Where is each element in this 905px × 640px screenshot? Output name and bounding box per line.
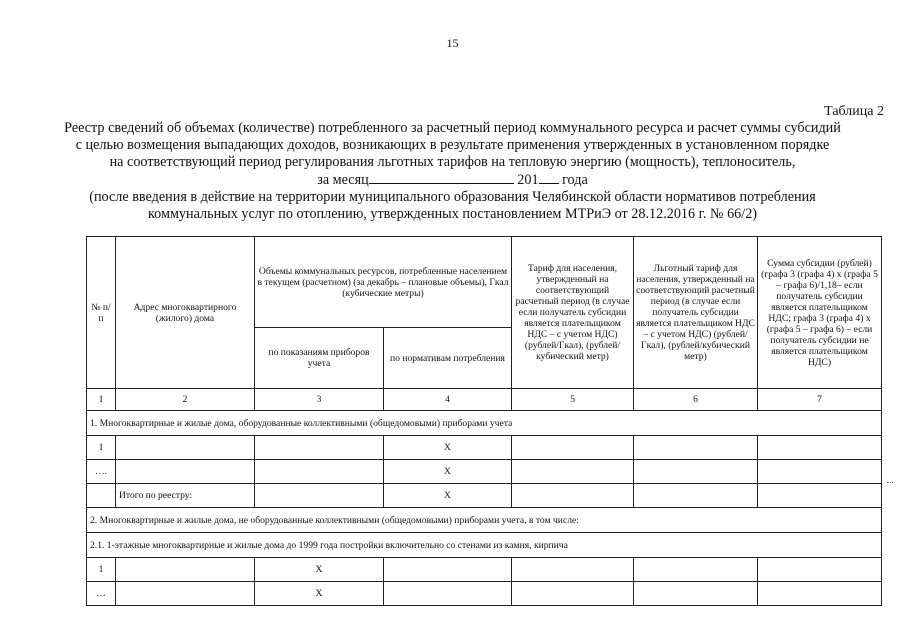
- header-by-meters: по показаниям приборов учета: [255, 328, 384, 389]
- row-subsidy: [758, 436, 882, 460]
- table-row: [87, 460, 882, 484]
- header-tariff: Тариф для населения, утвержденный на соответствующий расчетный период (в случае если получатель субсидии является плательщиком НДС – с учетом НДС) (рублей/Гкал), (рублей/кубический метр): [512, 237, 634, 389]
- column-number: 7: [758, 389, 882, 411]
- row-by-meters: [255, 484, 384, 508]
- row-by-meters: X: [255, 558, 384, 582]
- row-num: …: [87, 582, 116, 606]
- year-blank: [539, 171, 559, 184]
- row-address: [116, 582, 255, 606]
- row-num: [87, 484, 116, 508]
- row-by-norms: X: [384, 436, 512, 460]
- column-number: 1: [87, 389, 116, 411]
- column-number: 4: [384, 389, 512, 411]
- row-address: [116, 436, 255, 460]
- table-row: [87, 436, 882, 460]
- section-2-1-title: 2.1. 1-этажные многоквартирные и жилые дома до 1999 года постройки включительно со стенами из камня, кирпича: [87, 533, 882, 558]
- row-address: [116, 460, 255, 484]
- row-num: 1: [87, 558, 116, 582]
- page-number: 15: [446, 36, 459, 50]
- row-by-norms: [384, 558, 512, 582]
- row-by-meters: X: [255, 582, 384, 606]
- table-row: [87, 582, 882, 606]
- row-by-meters: [255, 436, 384, 460]
- year-prefix: 201: [517, 172, 539, 188]
- column-number: 5: [512, 389, 634, 411]
- row-preferential-tariff: [634, 436, 758, 460]
- column-numbers-row: [87, 389, 882, 411]
- header-subsidy: Сумма субсидии (рублей) (графа 3 (графа 4) x (графа 5 – графа 6)/1,18– если получатель субсидии является плательщиком НДС; графа 3 (графа 4) x (графа 5 – графа 6) – если получатель субсидии не является плательщиком НДС): [758, 237, 882, 389]
- row-subsidy: [758, 558, 882, 582]
- section-2-title: 2. Многоквартирные и жилые дома, не оборудованные коллективными (общедомовыми) приборами учета, в том числе:: [87, 508, 882, 533]
- title-line-3: на соответствующий период регулирования льготных тарифов на тепловую энергию (мощность), теплоноситель,: [109, 154, 796, 170]
- row-preferential-tariff: [634, 558, 758, 582]
- row-subsidy: [758, 484, 882, 508]
- row-tariff: [512, 582, 634, 606]
- header-num: № п/п: [87, 237, 116, 389]
- row-by-norms: [384, 582, 512, 606]
- month-blank: [369, 171, 514, 184]
- row-tariff: [512, 436, 634, 460]
- row-address: [116, 558, 255, 582]
- row-by-norms: X: [384, 484, 512, 508]
- year-suffix: года: [562, 172, 588, 188]
- header-preferential-tariff: Льготный тариф для населения, утвержденный на соответствующий расчетный период (в случае если получатель субсидии является плательщиком НДС – с учетом НДС) (рублей/Гкал), (рублей/кубический метр): [634, 237, 758, 389]
- title-line-1: Реестр сведений об объемах (количестве) потребленного за расчетный период коммунального ресурса и расчет суммы субсидий: [64, 120, 841, 136]
- row-subsidy: [758, 460, 882, 484]
- row-preferential-tariff: [634, 484, 758, 508]
- margin-mark: [887, 482, 893, 483]
- title-line-2: с целью возмещения выпадающих доходов, возникающих в результате применения утвержденных в установленном порядке: [75, 137, 830, 153]
- row-address: Итого по реестру:: [116, 484, 255, 508]
- row-by-norms: X: [384, 460, 512, 484]
- registry-table: [86, 236, 882, 606]
- row-tariff: [512, 484, 634, 508]
- row-tariff: [512, 558, 634, 582]
- row-preferential-tariff: [634, 582, 758, 606]
- table-row-total: [87, 484, 882, 508]
- section-1-title: 1. Многоквартирные и жилые дома, оборудованные коллективными (общедомовыми) приборами учета: [87, 411, 882, 436]
- header-by-norms: по нормативам потребления: [384, 328, 512, 389]
- table-row: [87, 558, 882, 582]
- row-by-meters: [255, 460, 384, 484]
- month-prefix: за месяц: [317, 172, 369, 188]
- note-line-1: (после введения в действие на территории муниципального образования Челябинской области нормативов потребления: [89, 189, 816, 205]
- row-num: ….: [87, 460, 116, 484]
- row-subsidy: [758, 582, 882, 606]
- row-tariff: [512, 460, 634, 484]
- note-line-2: коммунальных услуг по отоплению, утвержденных постановлением МТРиЭ от 28.12.2016 г. № 66/2): [147, 206, 758, 222]
- period-line: [30, 171, 875, 189]
- row-num: 1: [87, 436, 116, 460]
- column-number: 6: [634, 389, 758, 411]
- row-preferential-tariff: [634, 460, 758, 484]
- header-address: Адрес многоквартирного (жилого) дома: [116, 237, 255, 389]
- document-heading: [30, 120, 875, 223]
- column-number: 3: [255, 389, 384, 411]
- header-volumes: Объемы коммунальных ресурсов, потребленные населением в текущем (расчетном) (за декабрь – плановые объемы), Гкал (кубические метры): [255, 237, 512, 328]
- table-label: Таблица 2: [824, 104, 884, 119]
- column-number: 2: [116, 389, 255, 411]
